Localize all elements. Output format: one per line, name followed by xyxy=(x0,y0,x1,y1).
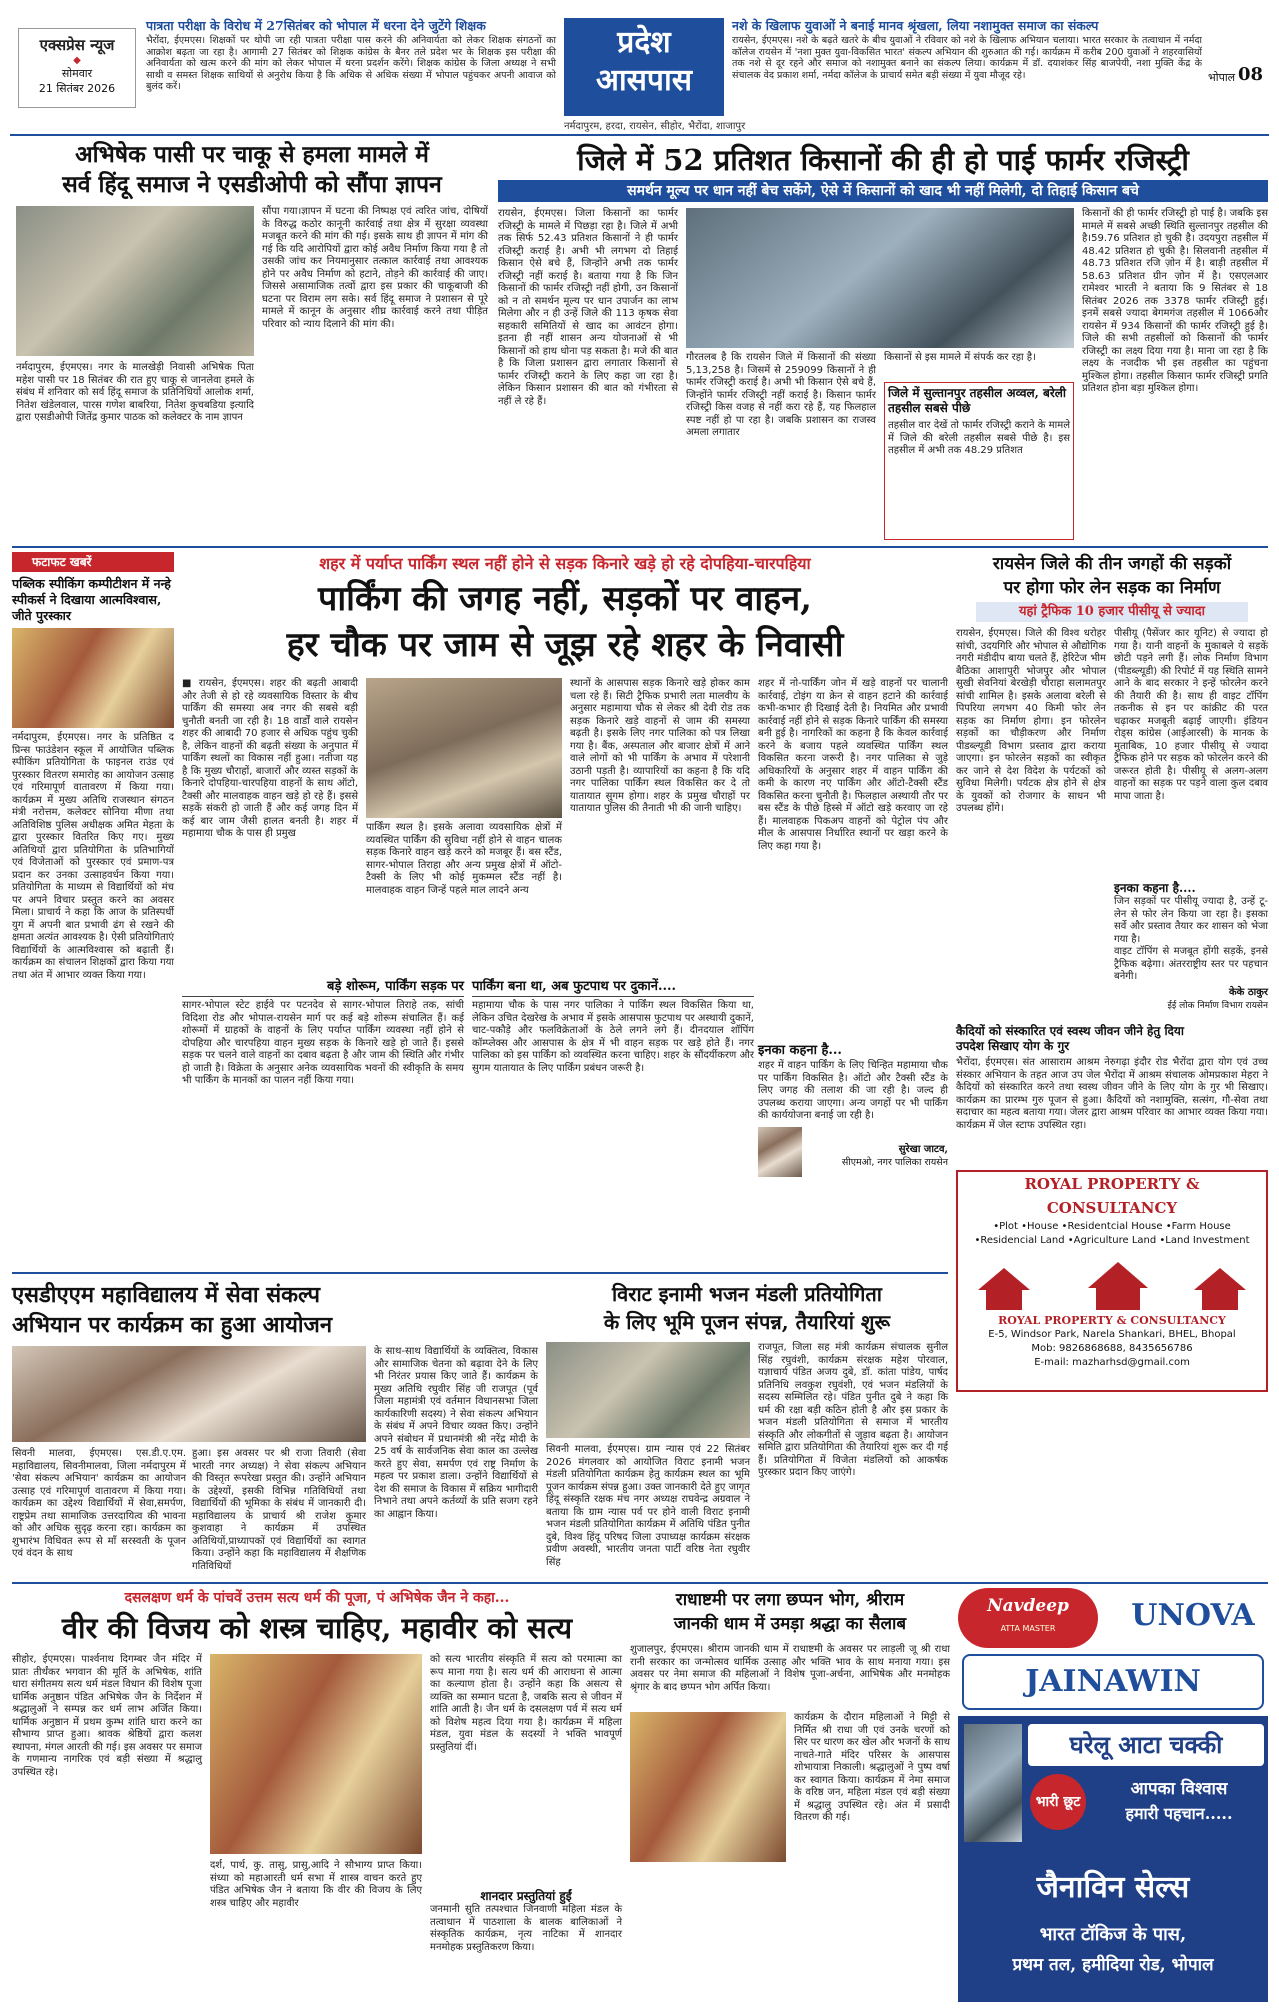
parking-kicker: शहर में पर्याप्त पार्किंग स्थल नहीं होने से सड़क किनारे खड़े हो रहे दोपहिया-चारपहिया xyxy=(319,554,811,573)
abhishek-col2: सौंपा गया।ज्ञापन में घटना की निष्पक्ष एवं त्वरित जांच, दोषियों के विरुद्ध कठोर कानूनी कार्रवाई तथा क्षेत्र में सुरक्षा व्यवस्था मजबूत करने की मांग की गई। इसके साथ ही ज्ञापन में मांग की गई कि यदि आरोपियों द्वारा कोई अवैध निर्माण किया गया है तो उसकी जांच कर नियमानुसार तत्काल कार्रवाई तथा आवश्यक होने पर अवैध निर्माण को हटाने, तोड़ने की कार्रवाई की जाए। जिससे असामाजिक तत्वों द्वारा इस प्रकार की चाकूबाजी की घटना पर विराम लग सके। सर्व हिंदू समाज ने प्रशासन से पूरे मामले में कानून के अनुसार शीघ्र कार्रवाई करने तथा पीड़ित परिवार को न्याय दिलाने की मांग की। xyxy=(262,206,488,330)
paper-badge xyxy=(18,28,136,108)
fourlane-quote-body2: वाइट टॉपिंग से मजबूत होंगी सड़कें, इनसे ट्रैफिक बढ़ेगा। अंतरराष्ट्रीय स्तर पर पहचान बनेगी। xyxy=(1114,946,1268,982)
fatafat-column xyxy=(12,552,174,1268)
radha-col1: शुजालपुर, ईएमएस। श्रीराम जानकी धाम में राधाष्टमी के अवसर पर लाड़ली जू श्री राधा रानी सरकार का जन्मोत्सव धार्मिक उत्साह और भक्ति भाव के साथ मनाया गया। इस अवसर पर नेमा समाज की महिलाओं ने विशेष पूजा-अर्चना, आभिषेक और मनमोहक श्रृंगार के बाद छप्पन भोग अर्पित किया। xyxy=(630,1644,950,1693)
fourlane-quote-body: जिन सड़कों पर पीसीयू ज्यादा है, उन्हें टू-लेन से फोर लेन किया जा रहा है। इसका सर्वे और प्रस्ताव तैयार कर शासन को भेजा गया है। xyxy=(1114,896,1268,945)
parking-sub2-title: पार्किंग बना था, अब फुटपाथ पर दुकानें.... xyxy=(472,978,754,997)
fatafat-body: नर्मदापुरम, ईएमएस। नगर के प्रतिष्ठित द प्रिन्स फाउंडेशन स्कूल में आयोजित पब्लिक स्पीकिंग प्रतियोगिता के फाइनल राउंड एवं पुरस्कार वितरण समारोह का आयोजन उत्साह एवं गरिमापूर्ण वातावरण में किया गया। कार्यक्रम में मुख्य अतिथि राजस्थान संगठन मंत्री नरोत्तम, कलेक्टर सोनिया मीणा तथा अतिविशिष्ठ पुलिस अधीक्षक अमित मेहता के द्वारा पुरस्कार वितरित किए गए। मुख्य अतिथियों द्वारा प्रतियोगिता के प्रतिभागियों एवं विजेताओं को पुरस्कार एवं प्रमाण-पत्र प्रदान कर उनका उत्साहवर्धन किया गया। प्रतियोगिता के माध्यम से विद्यार्थियों को मंच पर अपने विचार प्रस्तुत करने का अवसर मिला। प्राचार्य ने कहा कि आज के प्रतिस्पर्धी युग में अपनी बात प्रभावी ढंग से रखने की क्षमता अत्यंत आवश्यक है। ऐसी प्रतियोगिताएं विद्यार्थियों के आत्मविश्वास को बढ़ाती हैं। कार्यक्रम का संचालन शिक्षकों द्वारा किया गया तथा अंत में आभार व्यक्त किया गया। xyxy=(12,732,174,981)
house-icon xyxy=(1096,1288,1140,1310)
story-farmer xyxy=(498,140,1268,542)
royal-email: E-mail: mazharhsd@gmail.com xyxy=(1034,1357,1190,1368)
sdm-photo xyxy=(12,1346,366,1442)
story-sdm xyxy=(12,1280,538,1578)
fatafat-title: पब्लिक स्पीकिंग कम्पीटीशन में नन्हे स्पीकर्स ने दिखाया आत्मविश्वास, जीते पुरस्कार xyxy=(12,576,171,623)
radha-title-1: राधाष्टमी पर लगा छप्पन भोग, श्रीराम xyxy=(675,1590,905,1610)
top-right-story xyxy=(732,18,1202,116)
royal-company: ROYAL PROPERTY & CONSULTANCY xyxy=(998,1314,1226,1327)
section-line2: आसपास xyxy=(595,63,693,98)
masthead xyxy=(0,0,1279,132)
masthead-rule xyxy=(10,134,1269,136)
sdm-title-1: एसडीएएम महाविद्यालय में सेवा संकल्प xyxy=(12,1282,320,1308)
house-icon xyxy=(986,1290,1022,1310)
ad-royal-property xyxy=(956,1170,1268,1392)
radha-title-2: जानकी धाम में उमड़ा श्रद्धा का सैलाब xyxy=(673,1614,907,1634)
sdm-col3: के साथ-साथ विद्यार्थियों के व्यक्तित्व, विकास और सामाजिक चेतना को बढ़ावा देने के लिए भी निरंतर प्रयास किए जाते हैं। कार्यक्रम के मुख्य अतिथि रघुवीर सिंह जी राजपूत (पूर्व जिला महामंत्री एवं वर्तमान विधानसभा जिला कार्यकारिणी सदस्य) ने सेवा संकल्प अभियान के संबंध में अपने विचार व्यक्त किए। उन्होंने अपने संबोधन में प्रधानमंत्री श्री नरेंद्र मोदी के 25 वर्ष के सार्वजनिक सेवा काल का उल्लेख करते हुए सेवा, समर्पण एवं राष्ट्र निर्माण के महत्व पर प्रकाश डाला। उन्होंने विद्यार्थियों से देश की समाज के विकास में सक्रिय भागीदारी निभाने तथा अपने कर्तव्यों के प्रति सजग रहने का आह्वान किया। xyxy=(374,1346,538,1520)
parking-sub1-body: सागर-भोपाल स्टेट हाईवे पर पटनदेव से सागर-भोपाल तिराहे तक, सांची विदिशा रोड और भोपाल-रायसेन मार्ग पर कई बड़े शोरूम संचालित हैं। कई शोरूमों में ग्राहकों के वाहनों के लिए पर्याप्त पार्किंग व्यवस्था नहीं होने से दोपहिया और चारपहिया वाहन मुख्य सड़क के किनारे खड़े हो जाते हैं। इससे सड़क पर चलने वाले वाहनों का दबाव बढ़ता है और जाम की स्थिति और गंभीर हो जाती है। विक्रेता के अनुसार अनेक व्यवसायिक भवनों की स्वीकृति के समय भी पार्किंग के मानकों का पालन नहीं किया गया। xyxy=(182,1000,464,1086)
story-abhishek xyxy=(12,140,492,542)
fourlane-quote-role: ईई लोक निर्माण विभाग रायसेन xyxy=(1167,1000,1268,1011)
yoga-title-1: कैदियों को संस्कारित एवं स्वस्थ जीवन जीने हेतु दिया xyxy=(956,1024,1184,1038)
parking-col3: शहर में नो-पार्किंग जोन में खड़े वाहनों पर चालानी कार्रवाई, टोइंग या क्रेन से वाहन हटाने की कार्रवाई कभी-कभार ही दिखाई देती है। नियमित और प्रभावी कार्रवाई नहीं होने से सड़क किनारे पार्किंग की समस्या बनी हुई है। नागरिकों का कहना है कि केवल कार्रवाई करने के बजाय पहले व्यवस्थित पार्किंग स्थल विकसित करना जरूरी है। नगर पालिका से जुड़े अधिकारियों के अनुसार शहर में वाहन पार्किंग की कमी के कारण नए पार्किंग और ऑटो-टैक्सी स्टैंड विकसित करना चुनौती है। फिलहाल अस्थायी तौर पर बस स्टैंड के पीछे हिस्से में ऑटो खड़े करवाए जा रहे हैं। मालवाहक पिकअप वाहनों को पेट्रोल पंप और मील के आसपास निर्धारित स्थानों पर खड़ा करने के लिए कहा गया है। xyxy=(758,678,948,852)
parking-title-2: हर चौक पर जाम से जूझ रहे शहर के निवासी xyxy=(286,625,844,665)
house-icon xyxy=(1088,1262,1148,1288)
chakki-box xyxy=(958,1716,1268,2002)
section-badge xyxy=(564,18,724,116)
ad-brands xyxy=(958,1588,1268,2002)
fourlane-quote-by: केके ठाकुर xyxy=(1228,986,1268,998)
bhajan-title-2: के लिए भूमि पूजन संपन्न, तैयारियां शुरू xyxy=(603,1310,891,1334)
bhajan-photo xyxy=(546,1342,750,1438)
divider-2 xyxy=(12,1272,948,1274)
fourlane-quote-title: इनका कहना है.... xyxy=(1114,881,1196,895)
chakki-tagline-1: आपका विश्वास xyxy=(1130,1779,1228,1799)
house-icon xyxy=(1202,1290,1238,1310)
story-yoga xyxy=(956,1024,1268,1164)
parking-photo xyxy=(366,678,562,818)
royal-mob: Mob: 9826868688, 8435656786 xyxy=(1031,1343,1193,1354)
sdm-title-2: अभियान पर कार्यक्रम का हुआ आयोजन xyxy=(12,1312,333,1338)
fatafat-photo xyxy=(12,628,174,728)
farmer-col3: किसानों से इस मामले में संपर्क कर रहा है। xyxy=(884,352,1036,363)
abhishek-title-2: सर्व हिंदू समाज ने एसडीओपी को सौंपा ज्ञापन xyxy=(62,171,442,198)
fourlane-col2: पीसीयू (पैसेंजर कार यूनिट) से ज्यादा हो गया है। यानी वाहनों के मुकाबले ये सड़कें छोटी पड़ने लगी हैं। लोक निर्माण विभाग (पीडब्ल्यूडी) की रिपोर्ट में यह स्थिति सामने आने के बाद सरकार ने इन्हें फोरलेन करने की तैयारी की है। साथ ही वाइट टॉपिंग तकनीक से इन पर कांक्रीट की परत चढ़ाकर मजबूती बढ़ाई जाएगी। इंडियन रोड्स कांग्रेस (आईआरसी) के मानक के मुताबिक, 10 हजार पीसीयू से ज्यादा ट्रैफिक होने पर सड़क को फोरलेन करने की जरूरत होती है। पीसीयू से अलग-अलग वाहनों का सड़क पर पड़ने वाला कुल दबाव मापा जाता है। xyxy=(1114,628,1268,802)
parking-sub1-title: बड़े शोरूम, पार्किंग सड़क पर xyxy=(182,978,464,997)
story-fourlane xyxy=(956,552,1268,1018)
top-right-body: रायसेन, ईएमएस। नशे के बढ़ते खतरे के बीच युवाओं ने रविवार को नशे के खिलाफ अभियान चलाया। भारत सरकार के तत्वाधान में नर्मदा कॉलेज रायसेन में 'नशा मुक्त युवा-विकसित भारत' संकल्प अभियान की शुरुआत की गई। कार्यक्रम में करीब 200 युवाओं ने शहरवासियों तक नशे से दूर रहने और समाज को नशामुक्त बनाने का संकल्प लिया। कार्यक्रम में डॉ. दयाशंकर सिंह बाजपेयी, नशा मुक्ति केंद्र के संचालक वेद प्रकाश शर्मा, नर्मदा कॉलेज के प्राचार्य समेत बड़ी संख्या में युवा मौजूद रहे। xyxy=(732,35,1202,81)
yoga-title-2: उपदेश सिखाए योग के गुर xyxy=(956,1039,1070,1053)
farmer-box-body: तहसील वार देखें तो फार्मर रजिस्ट्री कराने के मामले में जिले की बरेली तहसील सबसे पीछे है। इस तहसील में अभी तक 48.29 प्रतिशत xyxy=(888,420,1070,456)
chakki-tagline-2: हमारी पहचान..... xyxy=(1125,1804,1233,1823)
parking-sub2-body: महामाया चौक के पास नगर पालिका ने पार्किंग स्थल विकसित किया था, लेकिन उचित देखरेख के अभाव में इसके आसपास फुटपाथ पर अस्थायी दुकानें, चाट-पकौड़े और फलविक्रेताओं के ठेले लगने लगे हैं। दीनदयाल शॉपिंग कॉम्प्लेक्स और आसपास के क्षेत्र में भी वाहन सड़क पर खड़े होते हैं। नगर पालिका को इस पार्किंग को व्यवस्थित करना चाहिए। शहर के सौंदर्यीकरण और सुगम यातायात के लिए पार्किंग प्रबंधन जरूरी है। xyxy=(472,1000,754,1074)
navdeep-name: Navdeep xyxy=(987,1596,1069,1616)
abhishek-col1: नर्मदापुरम, ईएमएस। नगर के मालखेड़ी निवासी अभिषेक पिता महेश पासी पर 18 सितंबर की रात हुए चाकू से जानलेवा हमले के संबंध में शनिवार को सर्व हिंदू समाज के प्रतिनिधियों आलोक शर्मा, नितेश खंडेलवाल, पारस गणेश बाबरिया, नितेश कुचबडिया इत्यादि द्वारा एसडीओपी जितेंद्र कुमार पाठक को कलेक्टर के नाम ज्ञापन xyxy=(16,362,254,423)
parking-photo-caption: पार्किंग स्थल है। इसके अलावा व्यवसायिक क्षेत्रों में व्यवस्थित पार्किंग की सुविधा नहीं होने से वाहन चालक सड़क किनारे वाहन खड़े करने को मजबूर हैं। बस स्टैंड, सागर-भोपाल तिराहा और अन्य प्रमुख क्षेत्रों में ऑटो-टैक्सी के लिए भी कोई मुकम्मल स्टैंड नहीं है। मालवाहक वाहन जिन्हें पहले माल लादने अन्य xyxy=(366,822,562,896)
mahavir-kicker: दसलक्षण धर्म के पांचवें उत्तम सत्य धर्म की पूजा, पं अभिषेक जैन ने कहा... xyxy=(124,1590,510,1606)
chakki-addr-2: प्रथम तल, हमीदिया रोड, भोपाल xyxy=(1012,1955,1214,1975)
house-icon xyxy=(1194,1268,1246,1290)
parking-quote xyxy=(758,1042,948,1268)
parking-quote-by: सुरेखा जाटव, xyxy=(898,1143,948,1155)
parking-sub1 xyxy=(182,978,464,1268)
farmer-col4: किसानों की ही फार्मर रजिस्ट्री हो पाई है। जबकि इस मामले में सबसे अच्छी स्थिति सुल्तानपुर तहसील की है।59.76 प्रतिशत हो चुकी है। उदयपुरा तहसील में 48.42 प्रतिशत हो चुकी है। सिलवानी तहसील में 48.73 प्रतिशत रजि ज़ोन में है। बाड़ी तहसील में 58.63 प्रतिशत ग्रीन ज़ोन में है। एसएलआर रामेश्वर भारती ने बताया कि 9 सितंबर से 18 सितंबर 2026 तक 3378 फार्मर रजिस्ट्री हुई। इनमें सबसे ज्यादा बेगमगंज तहसील में 1066और रायसेन में 934 किसानों की फार्मर रजिस्ट्री हुई है। जिले की सभी तहसीलों को किसानों की फार्मर रजिस्ट्री का लक्ष्य दिया गया है। माना जा रहा है कि लक्ष्य के नजदीक भी इस तहसील का पहुंचना मुश्किल होगा। तहसील किसान फार्मर रजिस्ट्री प्रगति प्रतिशत होना बड़ा मुश्किल होगा। xyxy=(1082,208,1268,394)
farmer-caption: गौरतलब है कि रायसेन जिले में किसानों की संख्या 5,13,258 है। जिसमें से 259099 किसानों ने ही फार्मर रजिस्ट्री कराई है। अभी भी किसान ऐसे बचे हैं, जिन्होंने फार्मर रजिस्ट्री नहीं कराई है। किसान फार्मर रजिस्ट्री किस वजह से नहीं करा रहे हैं, यह फिलहाल स्पष्ट नहीं हो पा रहा है। जबकि प्रशासन का राजस्व अमला लगातार xyxy=(686,352,876,438)
mahavir-sub xyxy=(430,1888,622,2002)
divider-3 xyxy=(12,1582,1268,1584)
top-left-story xyxy=(146,18,556,116)
offer-badge: भारी छूट xyxy=(1030,1774,1086,1830)
jainawin-logo: JAINAWIN xyxy=(962,1654,1264,1710)
fourlane-subtitle: यहां ट्रैफिक 10 हजार पीसीयू से ज्यादा xyxy=(976,602,1248,622)
chakki-machine-image xyxy=(964,1724,1022,1842)
farmer-col1: रायसेन, ईएमएस। जिला किसानों का फार्मर रजिस्ट्री के मामले में पिछड़ा रहा है। जिले में अभी तक सिर्फ 52.43 प्रतिशत किसानों ने ही फार्मर रजिस्ट्री कराई है। अभी भी लगभग दो तिहाई किसान ऐसे बचे हैं, जिन्होंने अभी तक फार्मर रजिस्ट्री नहीं कराई है। बताया गया है कि जिन किसानों की फार्मर रजिस्ट्री नहीं होगी, उन किसानों को न तो समर्थन मूल्य पर धान उपार्जन का लाभ मिलेगा और न ही उन्हें जिले की 113 कृषक सेवा सहकारी समितियों से खाद का आवंटन होगा। इतना ही नहीं शासन अन्य योजनाओं से भी किसानों को हाथ धोना पड़ सकता है। मजे की बात है कि जिला प्रशासन द्वारा लगातार किसानों से फार्मर रजिस्ट्री कराने के लिए कहा जा रहा है। लेकिन किसान प्रशासन की बात को गंभीरता से नहीं ले रहे हैं। xyxy=(498,208,678,407)
districts-strip: नर्मदापुरम, हरदा, रायसेन, सीहोर, भैरोंदा, शाजापुर xyxy=(564,121,746,132)
page-number: 08 xyxy=(1238,64,1264,85)
royal-title: ROYAL PROPERTY & CONSULTANCY xyxy=(1024,1175,1200,1217)
radha-col2: कार्यक्रम के दौरान महिलाओं ने मिट्टी से निर्मित श्री राधा जी एवं उनके चरणों को सिर पर धारण कर खेल और भजनों के साथ नाचते-गाते मंदिर परिसर के आसपास शोभायात्रा निकाली। श्रद्धालुओं ने पुष्प वर्षा कर स्वागत किया। कार्यक्रम में नेमा समाज के वरिष्ठ जन, महिला मंडल एवं बड़ी संख्या में श्रद्धालु उपस्थित रहे। अंत में प्रसादी वितरण की गई। xyxy=(794,1712,950,1823)
parking-col2: स्थानों के आसपास सड़क किनारे खड़े होकर काम चला रहे हैं। सिटी ट्रैफिक प्रभारी लता मालवीय के अनुसार महामाया चौक से लेकर श्री देवी रोड तक सड़क किनारे खड़े वाहनों से जाम की समस्या बढ़ती है। इसके लिए नगर पालिका को पत्र लिखा गया है। बैंक, अस्पताल और बाजार क्षेत्रों में आने वाले लोगों को भी पार्किंग के अभाव में परेशानी उठानी पड़ती है। व्यापारियों का कहना है कि यदि नगर पालिका पार्किंग स्थल विकसित कर दे तो यातायात सुगम होगा। शहर के प्रमुख चौराहों पर यातायात पुलिस की तैनाती भी की जानी चाहिए। xyxy=(570,678,750,814)
sdm-col2: हुआ। इस अवसर पर श्री राजा तिवारी (सेवा भारती नगर अध्यक्ष) ने सेवा संकल्प अभियान की विस्तृत रूपरेखा प्रस्तुत की। उन्होंने अभियान के उद्देश्यों, इसकी विभिन्न गतिविधियों तथा विद्यार्थियों की भूमिका के संबंध में जानकारी दी। महाविद्यालय के प्राचार्य श्री राजेश कुमार कुशवाहा ने कार्यक्रम में उपस्थित अतिथियों,प्राध्यापकों एवं विद्यार्थियों का स्वागत किया। उन्होंने कहा कि महाविद्यालय में शैक्षणिक गतिविधियों xyxy=(192,1448,366,1572)
parking-quote-title: इनका कहना है... xyxy=(758,1043,842,1058)
mahavir-sub-body: जनमानी सुति तत्पश्चात जिनवाणी महिला मंडल के तत्वाधान में पाठशाला के बालक बालिकाओं ने संस्कृतिक कार्यक्रम, नृत्य नाटिका में शानदार मनमोहक प्रस्तुतिकरण किया। xyxy=(430,1904,622,1953)
farmer-photo xyxy=(686,208,1074,348)
fourlane-col1: रायसेन, ईएमएस। जिले की विश्व धरोहर सांची, उदयगिरि और भोपाल से औद्योगिक नगरी मंडीदीप बाया चलते हैं, हेरिटेज भीम बैठिका आशापुरी भोजपुर और भोपाल सुखी सेवनियां बेरखेड़ी चौराहा सलामतपुर सांची शामिल है। इसके अलावा बरेली से पिपरिया लगभग 40 किमी फोर लेन सड़क का निर्माण होगा। इन फोरलेन सड़कों का चौड़ीकरण और निर्माण पीडब्ल्यूडी विभाग प्रस्ताव द्वारा कराया जाएगा। इन फोरलेन सड़कों का स्वीकृत कर जाने से देश विदेश के पर्यटकों को सुविधा मिलेगी। पर्यटक क्षेत्र होने से क्षेत्र के युवकों को रोजगार के साधन भी उपलब्ध होंगे। xyxy=(956,628,1106,814)
diamond-icon: ◆ xyxy=(73,55,81,66)
top-left-body: भैरोंदा, ईएमएस। शिक्षकों पर थोपी जा रही पात्रता परीक्षा पास करने की अनिवार्यता को लेकर शिक्षक संगठनों का आक्रोश बढ़ता जा रहा है। आगामी 27 सितंबर को शिक्षक कांग्रेस के बैनर तले प्रदेश भर के शिक्षक इस परीक्षा की अनिवार्यता को खत्म करने की मांग को लेकर भोपाल में धरना प्रदर्शन करेंगे। शिक्षक कांग्रेस के जिला अध्यक्ष ने सभी साथी व समस्त शिक्षक साथियों से अनुरोध किया है कि अधिक से अधिक संख्या में भोपाल पहुंचकर अपनी आवाज को बुलंद करें। xyxy=(146,35,556,92)
farmer-box xyxy=(884,382,1074,540)
story-radhashtami xyxy=(630,1588,950,2002)
story-parking xyxy=(182,552,948,1268)
issue-date: 21 सितंबर 2026 xyxy=(38,82,116,95)
section-line1: प्रदेश xyxy=(617,25,671,60)
bhajan-col2: राजपूत, जिला सह मंत्री कार्यक्रम संचालक सुनील सिंह रघुवंशी, कार्यक्रम संरक्षक महेश पोरवाल, यज्ञाचार्य पंडित अजय दुबे, डॉ. कांता पांडेय, पार्षद प्रतिनिधि लवकुश रघुवंशी, एवं भजन मंडलियों के सदस्य सम्मिलित रहे। पंडित पुनीत दुबे ने कहा कि धर्म की रक्षा बड़ी कठिन होती है और इस प्रकार के भजन मंडली प्रतियोगिता से समाज में भारतीय संस्कृति और लोकगीतों से जुड़ाव बढ़ता है। आयोजन समिति द्वारा प्रतियोगिता की तैयारियां शुरू कर दी गई हैं। प्रतियोगिता में विजेता मंडलियों को आकर्षक पुरस्कार प्रदान किए जाएंगे। xyxy=(758,1342,948,1478)
mahavir-photo xyxy=(210,1654,422,1854)
fourlane-quote xyxy=(1114,880,1268,1018)
story-bhajan xyxy=(546,1280,948,1578)
farmer-subtitle: समर्थन मूल्य पर धान नहीं बेच सकेंगे, ऐसे में किसानों को खाद भी नहीं मिलेगी, दो तिहाई किसान बचे xyxy=(498,180,1268,202)
parking-col1: ■ रायसेन, ईएमएस। शहर की बढ़ती आबादी और तेजी से हो रहे व्यवसायिक विस्तार के बीच पार्किंग की समस्या अब नगर की सबसे बड़ी चुनौती बनती जा रही है। 18 वार्डों वाले रायसेन शहर की आबादी 70 हजार से अधिक पहुंच चुकी है, लेकिन वाहनों की बढ़ती संख्या के अनुपात में पार्किंग स्थलों का विकास नहीं हुआ। नतीजा यह है कि मुख्य चौराहों, बाजारों और व्यस्त सड़कों के किनारे दोपहिया-चारपहिया वाहनों के साथ ऑटो, टैक्सी और मालवाहक वाहन खड़े हो रहे हैं। इससे सड़कें संकरी हो जाती हैं और कई जगह दिन में कई बार जाम जैसी हालत बनती है। शहर में महामाया चौक के पास ही प्रमुख xyxy=(182,678,358,839)
parking-quote-role: सीएमओ, नगर पालिका रायसेन xyxy=(841,1156,948,1168)
mahavir-col1: सीहोर, ईएमएस। पार्श्वनाथ दिगम्बर जैन मंदिर में प्रातः तीर्थंकर भगवान की मूर्ति के अभिषेक, शांति धारा संगीतमय सत्य धर्म मंडल विधान की विशेष पूजा धार्मिक अनुष्ठान पंडित अभिषेक जैन के निर्देशन में श्रद्धालुओं ने सम्पन्न कर धर्म लाभ अर्जित किया। धार्मिक अनुष्ठान में प्रथम कुम्भ शांति धारा करने का सौभाग्य प्राप्त हुआ। श्रावक श्रेष्ठियों द्वारा कलश स्थापना, मंगल आरती की गई। इस अवसर पर समाज के गणमान्य नागरिक एवं बड़ी संख्या में श्रद्धालु उपस्थित रहे। xyxy=(12,1654,202,1778)
parking-sub2 xyxy=(472,978,754,1268)
chakki-title: घरेलू आटा चक्की xyxy=(1028,1724,1264,1766)
radha-photo xyxy=(630,1712,786,1862)
mahavir-sub-title: शानदार प्रस्तुतियां हुईं xyxy=(480,1889,572,1903)
paper-name: एक्सप्रेस न्यूज xyxy=(39,36,115,54)
abhishek-photo xyxy=(16,206,254,356)
farmer-title: जिले में 52 प्रतिशत किसानों की ही हो पाई फार्मर रजिस्ट्री xyxy=(577,143,1189,177)
divider-1 xyxy=(12,546,1268,548)
mahavir-col2: को सत्य भारतीय संस्कृति में सत्य को परमात्मा का रूप माना गया है। सत्य धर्म की आराधना से आत्मा का कल्याण होता है। उन्होंने कहा कि असत्य से व्यक्ति का सम्मान घटता है, जबकि सत्य से जीवन में शांति आती है। जैन धर्म के दसलक्षण पर्व में सत्य धर्म को विशेष महत्व दिया गया है। कार्यक्रम में महिला मंडल, युवा मंडल के सदस्यों ने भक्ति भावपूर्ण प्रस्तुतियां दीं। xyxy=(430,1654,622,1753)
house-icon xyxy=(978,1268,1030,1290)
sdm-col1: सिवनी मालवा, ईएमएस। एस.डी.ए.एम. महाविद्यालय, सिवनीमालवा, जिला नर्मदापुरम में 'सेवा संकल्प अभियान' कार्यक्रम का आयोजन उत्साह एवं गरिमापूर्ण वातावरण में किया गया। कार्यक्रम का उद्देश्य विद्यार्थियों में सेवा,समर्पण, राष्ट्रप्रेम तथा सामाजिक उत्तरदायित्व की भावना को और अधिक सुदृढ़ करना रहा। कार्यक्रम का शुभारंभ विधिवत रूप से माँ सरस्वती के पूजन एवं वंदन के साथ xyxy=(12,1448,186,1559)
parking-quote-body: शहर में वाहन पार्किंग के लिए चिन्हित महामाया चौक पर पार्किंग विकसित है। ऑटो और टैक्सी स्टैंड के लिए जगह की तलाश की जा रही है। जल्द ही उपलब्ध कराया जाएगा। अन्य जगहों पर भी पार्किंग की कार्ययोजना बनाई जा रही है। xyxy=(758,1060,948,1121)
yoga-body: भैरोंदा, ईएमएस। संत आसाराम आश्रम नेरुगढ़ा इंदौर रोड भैरोंदा द्वारा योग एवं उच्च संस्कार अभियान के तहत आज उप जेल भैरोंदा में आश्रम संचालक ओमप्रकाश मेहरा ने कैदियों को संस्कारित करने तथा स्वस्थ जीवन जीने के लिए योग के गुर भी सिखाए। कार्यक्रम का प्रारम्भ गुरु पूजन से हुआ। कैदियों को नशामुक्ति, सत्संग, गौ-सेवा तथा सदाचार का महत्व बताया गया। जेलर द्वारा आश्रम परिवार का आभार व्यक्त किया गया। कार्यक्रम में जेल स्टाफ उपस्थित रहा। xyxy=(956,1057,1268,1131)
story-mahavir xyxy=(12,1588,622,2002)
top-left-title: पात्रता परीक्षा के विरोध में 27सितंबर को भोपाल में धरना देने जुटेंगे शिक्षक xyxy=(146,18,486,33)
mahavir-title: वीर की विजय को शस्त्र चाहिए, महावीर को सत्य xyxy=(61,1611,573,1645)
fourlane-title-2: पर होगा फोर लेन सड़क का निर्माण xyxy=(1003,578,1221,598)
parking-quote-avatar xyxy=(758,1127,802,1177)
city-label: भोपाल xyxy=(1208,71,1236,84)
navdeep-sub: ATTA MASTER xyxy=(1000,1624,1056,1633)
unova-logo: UNOVA xyxy=(1131,1598,1255,1633)
mahavir-caption: दर्श, पार्थ, कु. तासु, प्रासु,आदि ने सौभाग्य प्राप्त किया। संध्या को महाआरती धर्म सभा में शास्त्र वाचन करते हुए पंडित अभिषेक जैन ने बताया कि वीर की विजय के लिए शस्त्र चाहिए और महावीर xyxy=(210,1860,422,1909)
royal-line2: •Residencial Land •Agriculture Land •Land Investment xyxy=(974,1235,1250,1246)
fatafat-label: फटाफट खबरें xyxy=(12,552,174,572)
royal-line1: •Plot •House •Residentcial House •Farm House xyxy=(993,1221,1231,1232)
chakki-shop: जैनाविन सेल्स xyxy=(1036,1870,1190,1905)
issue-day: सोमवार xyxy=(61,67,93,80)
fourlane-title-1: रायसेन जिले की तीन जगहों की सड़कों xyxy=(992,554,1232,574)
top-right-title: नशे के खिलाफ युवाओं ने बनाई मानव श्रृंखला, लिया नशामुक्त समाज का संकल्प xyxy=(732,18,1099,33)
parking-title-1: पार्किंग की जगह नहीं, सड़कों पर वाहन, xyxy=(318,579,812,619)
bhajan-title-1: विराट इनामी भजन मंडली प्रतियोगिता xyxy=(612,1282,882,1306)
bhajan-col1: सिवनी मालवा, ईएमएस। ग्राम न्यास एवं 22 सितंबर 2026 मंगलवार को आयोजित विराट इनामी भजन मंडली प्रतियोगिता कार्यक्रम हेतु कार्यक्रम स्थल का भूमि पूजन कार्यक्रम संपन्न हुआ। उक्त जानकारी देते हुए जागृत हिंदू संस्कृति रक्षक मंच नगर अध्यक्ष राघवेन्द्र अग्रवाल ने बताया कि ग्राम न्यास पर्व पर होने वाली विराट इनामी भजन मंडली प्रतियोगिता कार्यक्रम में अतिथि पंडित पुनीत दुबे, विश्व हिंदू परिषद जिला उपाध्यक्ष कार्यक्रम संरक्षक प्रवीण अवस्थी, भारतीय जनता पार्टी वरिष्ठ नेता रघुवीर सिंह xyxy=(546,1444,750,1568)
house-icons xyxy=(968,1252,1256,1310)
farmer-box-title: जिले में सुल्तानपुर तहसील अव्वल, बरेली तहसील सबसे पीछे xyxy=(888,386,1067,415)
chakki-addr-1: भारत टॉकिज के पास, xyxy=(1039,1924,1187,1945)
abhishek-title-1: अभिषेक पासी पर चाकू से हमला मामले में xyxy=(75,141,429,168)
navdeep-logo xyxy=(958,1588,1098,1648)
royal-address: E-5, Windsor Park, Narela Shankari, BHEL, Bhopal xyxy=(988,1329,1236,1340)
